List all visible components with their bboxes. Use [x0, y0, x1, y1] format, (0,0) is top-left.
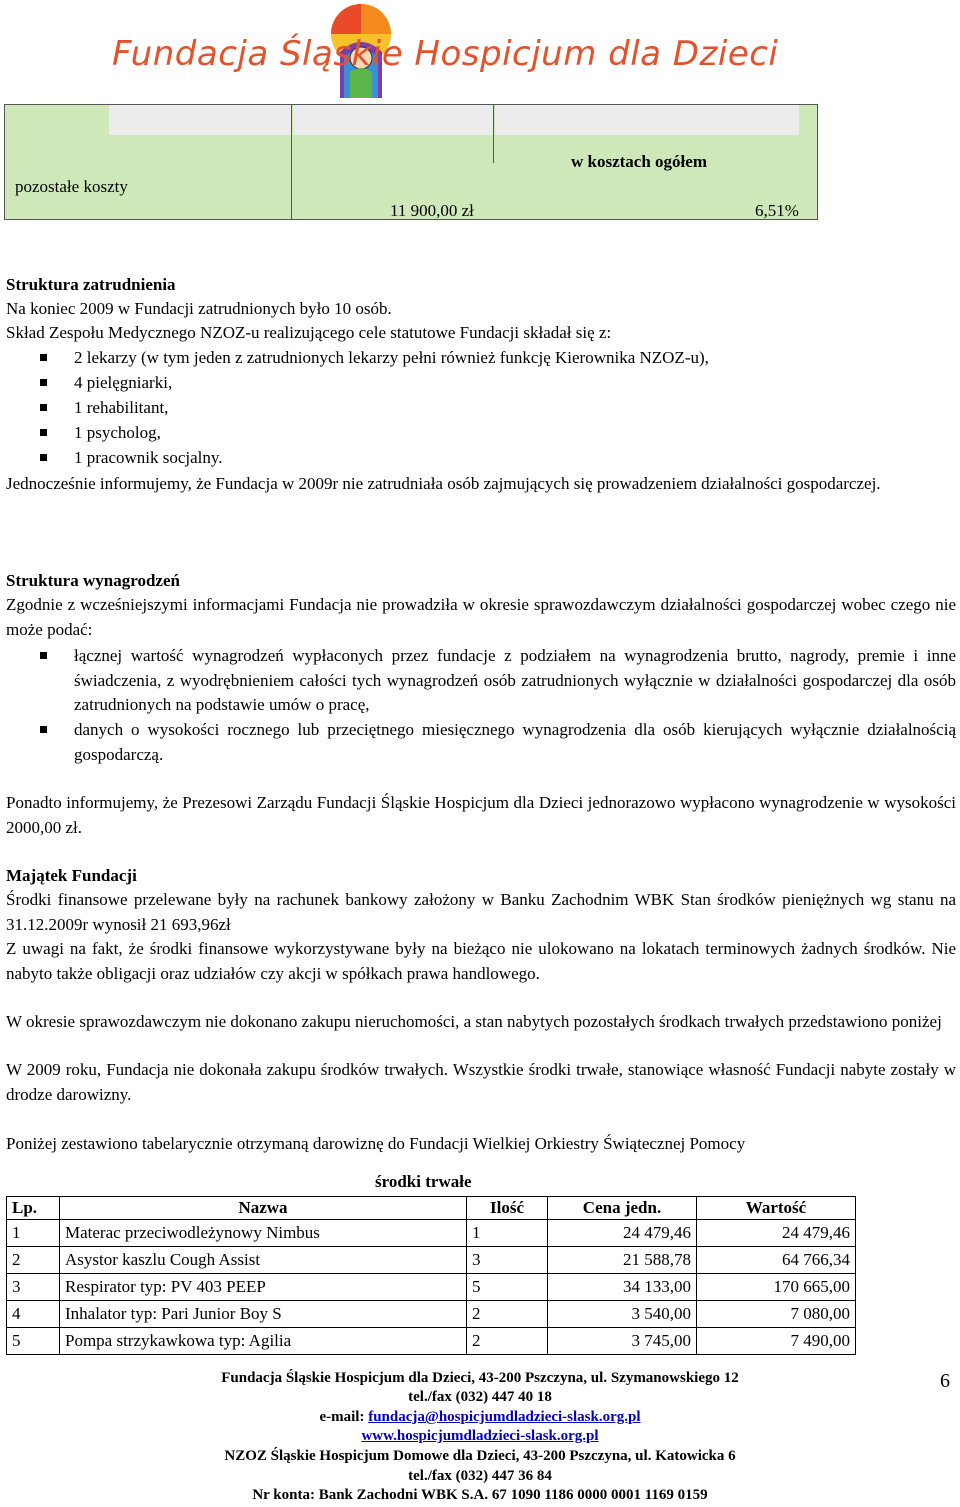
row-number: 5	[7, 1328, 60, 1355]
footer-nzoz-phone: tel./fax (032) 447 36 84	[408, 1468, 552, 1484]
footer-address: Fundacja Śląskie Hospicjum dla Dzieci, 43-200 Pszczyna, ul. Szymanowskiego 12	[221, 1370, 739, 1386]
column-header: Lp.	[7, 1197, 60, 1220]
salaries-intro: Zgodnie z wcześniejszymi informacjami Fundacja nie prowadziła w okresie sprawozdawczym działalności gospodarczej wobec czego nie może podać:	[6, 595, 956, 639]
bullet-icon	[40, 379, 47, 386]
item-quantity: 1	[467, 1220, 548, 1247]
employment-heading: Struktura zatrudnienia	[6, 275, 176, 294]
table-row	[7, 1328, 856, 1355]
unit-price: 24 479,46	[548, 1220, 697, 1247]
employment-note: Jednocześnie informujemy, że Fundacja w 2009r nie zatrudniała osób zajmujących się prowadzeniem działalności gospodarczej.	[6, 474, 881, 493]
column-header: Nazwa	[60, 1197, 467, 1220]
table-row	[7, 1301, 856, 1328]
list-item: łącznej wartość wynagrodzeń wypłaconych przez fundacje z podziałem na wynagrodzenia brutto, nagrody, premie i inne świadczenia, z wyodrębnieniem całości tych wynagrodzeń osób zatrudnionych wyłącznie w działalności gospodarczej dla osób zatrudnionych na podstawie umów o pracę,	[74, 646, 956, 714]
row-number: 2	[7, 1247, 60, 1274]
employment-count: Na koniec 2009 w Fundacji zatrudnionych było 10 osób.	[6, 299, 392, 318]
row-number: 1	[7, 1220, 60, 1247]
unit-price: 21 588,78	[548, 1247, 697, 1274]
footer-email-label: e-mail:	[319, 1409, 369, 1425]
column-header: Cena jedn.	[548, 1197, 697, 1220]
list-item: 2 lekarzy (w tym jeden z zatrudnionych lekarzy pełni również funkcję Kierownika NZOZ-u),	[74, 348, 709, 367]
list-item: 1 psycholog,	[74, 423, 161, 442]
item-value: 24 479,46	[697, 1220, 856, 1247]
salaries-heading: Struktura wynagrodzeń	[6, 571, 180, 590]
item-name: Materac przeciwodleżynowy Nimbus	[60, 1220, 467, 1247]
item-quantity: 5	[467, 1274, 548, 1301]
assets-paragraph: Poniżej zestawiono tabelarycznie otrzymaną darowiznę do Fundacji Wielkiej Orkiestry Świątecznej Pomocy	[6, 1134, 746, 1153]
table-row	[7, 1247, 856, 1274]
table-header-row	[7, 1197, 856, 1220]
bullet-icon	[40, 404, 47, 411]
row-number: 4	[7, 1301, 60, 1328]
bullet-icon	[40, 429, 47, 436]
bullet-icon	[40, 354, 47, 361]
cost-amount: 11 900,00 zł	[390, 201, 474, 220]
assets-paragraph: Z uwagi na fakt, że środki finansowe wykorzystywane były na bieżąco nie ulokowano na lokatach terminowych żadnych środków. Nie nabyto także obligacji oraz udziałów czy akcji w spółkach prawa handlowego.	[6, 939, 956, 983]
list-item: danych o wysokości rocznego lub przeciętnego miesięcznego wynagrodzenia dla osób kierujących wyłącznie działalnością gospodarczą.	[74, 720, 956, 764]
table-title: środki trwałe	[375, 1172, 472, 1191]
row-label: pozostałe koszty	[15, 177, 128, 196]
item-value: 7 080,00	[697, 1301, 856, 1328]
item-value: 64 766,34	[697, 1247, 856, 1274]
cost-table	[4, 104, 818, 220]
cost-percent: 6,51%	[755, 201, 799, 220]
footer-email-link[interactable]: fundacja@hospicjumdladzieci-slask.org.pl	[368, 1409, 641, 1425]
footer-bank-account: Nr konta: Bank Zachodni WBK S.A. 67 1090 1186 0000 0001 1169 0159	[252, 1487, 708, 1503]
salaries-note: Ponadto informujemy, że Prezesowi Zarządu Fundacji Śląskie Hospicjum dla Dzieci jednorazowo wypłacono wynagrodzenie w wysokości 2000,00 zł.	[6, 793, 956, 837]
item-quantity: 2	[467, 1301, 548, 1328]
page-number: 6	[940, 1370, 950, 1392]
assets-paragraph: W 2009 roku, Fundacja nie dokonała zakupu środków trwałych. Wszystkie środki trwałe, stanowiące własność Fundacji nabyte zostały w drodze darowizny.	[6, 1060, 956, 1104]
row-number: 3	[7, 1274, 60, 1301]
organization-name: Fundacja Śląskie Hospicjum dla Dzieci	[112, 34, 779, 74]
item-quantity: 2	[467, 1328, 548, 1355]
list-item: 1 pracownik socjalny.	[74, 448, 223, 467]
column-header: Wartość	[697, 1197, 856, 1220]
unit-price: 3 745,00	[548, 1328, 697, 1355]
item-value: 170 665,00	[697, 1274, 856, 1301]
footer-nzoz-address: NZOZ Śląskie Hospicjum Domowe dla Dzieci, 43-200 Pszczyna, ul. Katowicka 6	[224, 1448, 736, 1464]
item-quantity: 3	[467, 1247, 548, 1274]
unit-price: 3 540,00	[548, 1301, 697, 1328]
item-name: Respirator typ: PV 403 PEEP	[60, 1274, 467, 1301]
assets-paragraph: Środki finansowe przelewane były na rachunek bankowy założony w Banku Zachodnim WBK Stan środków pieniężnych wg stanu na 31.12.2009r wynosił 21 693,96zł	[6, 890, 956, 934]
list-item: 1 rehabilitant,	[74, 398, 169, 417]
item-name: Inhalator typ: Pari Junior Boy S	[60, 1301, 467, 1328]
bullet-icon	[40, 652, 47, 659]
column-header: Ilość	[467, 1197, 548, 1220]
bullet-icon	[40, 726, 47, 733]
table-row	[7, 1274, 856, 1301]
assets-paragraph: W okresie sprawozdawczym nie dokonano zakupu nieruchomości, a stan nabytych pozostałych środkach trwałych przedstawiono poniżej	[6, 1012, 942, 1031]
column-header: w kosztach ogółem	[571, 152, 707, 171]
assets-heading: Majątek Fundacji	[6, 866, 137, 885]
table-row	[7, 1220, 856, 1247]
item-value: 7 490,00	[697, 1328, 856, 1355]
footer-email-line	[0, 1409, 960, 1426]
bullet-icon	[40, 454, 47, 461]
item-name: Asystor kaszlu Cough Assist	[60, 1247, 467, 1274]
item-name: Pompa strzykawkowa typ: Agilia	[60, 1328, 467, 1355]
footer-website-link[interactable]: www.hospicjumdladzieci-slask.org.pl	[361, 1428, 599, 1444]
footer-website-line	[0, 1428, 960, 1445]
footer-phone: tel./fax (032) 447 40 18	[408, 1389, 552, 1405]
medical-team-intro: Skład Zespołu Medycznego NZOZ-u realizującego cele statutowe Fundacji składał się z:	[6, 323, 612, 342]
fixed-assets-table	[6, 1196, 856, 1355]
list-item: 4 pielęgniarki,	[74, 373, 173, 392]
unit-price: 34 133,00	[548, 1274, 697, 1301]
